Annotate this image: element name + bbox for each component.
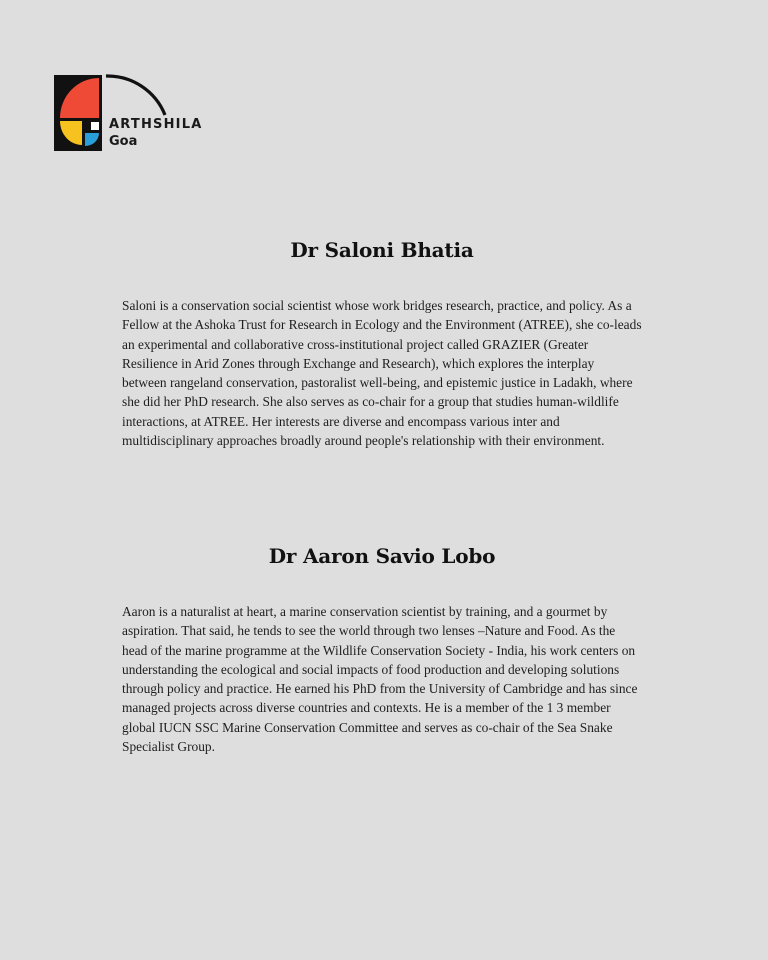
profile-aaron-savio-lobo (122, 544, 642, 756)
logo-location: Goa (109, 134, 138, 149)
profile-bio: Aaron is a naturalist at heart, a marine conservation scientist by training, and a gourmet by aspiration. That said, he tends to see the world through two lenses –Nature and Food. As the head of the marine programme at the Wildlife Conservation Society - India, his work centers on understanding the ecological and social impacts of food production and developing solutions through policy and practice. He earned his PhD from the University of Cambridge and has since managed projects across diverse countries and contexts. He is a member of the 1 3 member global IUCN SSC Marine Conservation Committee and serves as co-chair of the Sea Snake Specialist Group. (122, 604, 638, 755)
profile-saloni-bhatia (122, 238, 642, 450)
profile-bio: Saloni is a conservation social scientist whose work bridges research, practice, and policy. As a Fellow at the Ashoka Trust for Research in Ecology and the Environment (ATREE), she co-leads an experimental and collaborative cross-institutional project called GRAZIER (Greater Resilience in Arid Zones through Exchange and Research), which explores the interplay between rangeland conservation, pastoralist well-being, and epistemic justice in Ladakh, where she did her PhD research. She also serves as co-chair for a group that studies human-wildlife interactions, at ATREE. Her interests are diverse and encompass various inter and multidisciplinary approaches broadly around people's relationship with their environment. (122, 298, 642, 449)
profile-name: Dr Saloni Bhatia (290, 238, 474, 262)
profile-name: Dr Aaron Savio Lobo (268, 544, 496, 568)
arthshila-logo (54, 73, 214, 155)
logo-name: ARTHSHILA (109, 117, 203, 132)
